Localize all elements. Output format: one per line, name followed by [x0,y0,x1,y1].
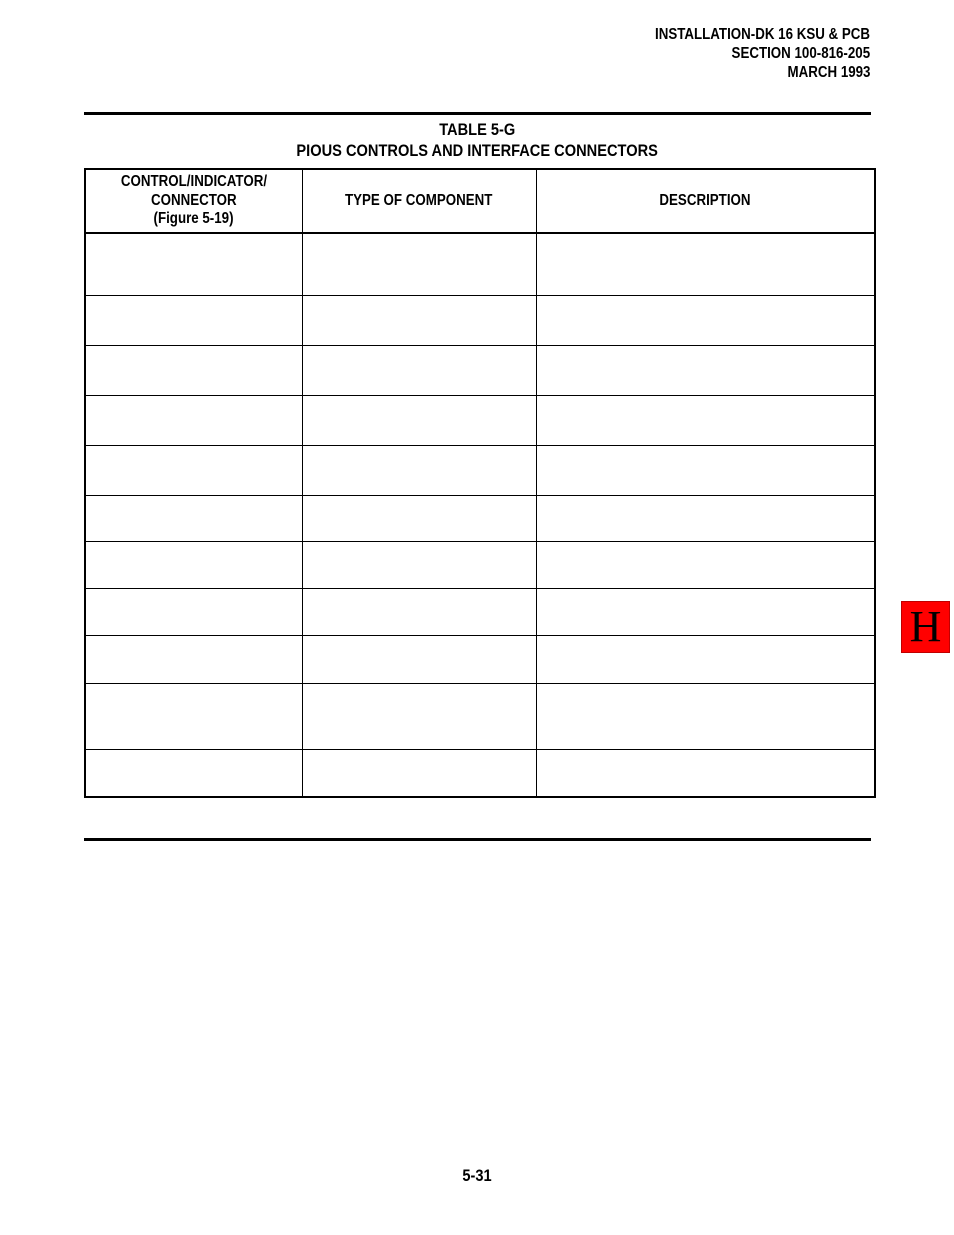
table-cell [85,541,302,588]
table-row [85,749,875,797]
table-cell [85,395,302,445]
table-cell [85,295,302,345]
table-cell [536,233,875,295]
table-cell [302,588,536,635]
table-cell [302,683,536,749]
table-cell [536,395,875,445]
document-header [620,25,870,82]
table-row [85,588,875,635]
header-title: INSTALLATION-DK 16 KSU & PCB [654,26,870,43]
page-number: 5-31 [462,1166,492,1185]
bottom-rule [84,838,871,841]
connectors-table [84,168,874,798]
table-cell [85,683,302,749]
table-cell [536,683,875,749]
table-header-row [85,169,875,233]
table-cell [85,749,302,797]
table-row [85,345,875,395]
table-cell [85,635,302,683]
header-section: SECTION 100-816-205 [731,45,870,62]
top-rule [84,112,871,115]
table-row [85,395,875,445]
table-cell [85,445,302,495]
table-cell [302,233,536,295]
table-cell [302,635,536,683]
table-cell [536,541,875,588]
table-cell [536,588,875,635]
table-cell [536,445,875,495]
table-cell [536,345,875,395]
table-cell [536,635,875,683]
table-cell [302,445,536,495]
table-cell [85,495,302,541]
table-cell [302,749,536,797]
table-row [85,541,875,588]
table-cell [536,295,875,345]
table-title [84,119,871,161]
header-date: MARCH 1993 [787,64,870,81]
table-cell [536,495,875,541]
table-caption: PIOUS CONTROLS AND INTERFACE CONNECTORS [296,141,659,160]
table-cell [85,588,302,635]
table-cell [302,395,536,445]
table-row [85,445,875,495]
table-number: TABLE 5-G [439,120,516,139]
table-cell [302,495,536,541]
table-cell [302,295,536,345]
table-row [85,495,875,541]
table-row [85,295,875,345]
table-cell [302,345,536,395]
column-header-type: TYPE OF COMPONENT [302,169,536,233]
table-row [85,683,875,749]
section-tab: H [901,601,950,653]
table-row [85,635,875,683]
column-header-control: CONTROL/INDICATOR/ CONNECTOR (Figure 5-19) [85,169,302,233]
table-cell [85,233,302,295]
table-row [85,233,875,295]
table-cell [85,345,302,395]
table-cell [302,541,536,588]
column-header-description: DESCRIPTION [536,169,875,233]
table-cell [536,749,875,797]
